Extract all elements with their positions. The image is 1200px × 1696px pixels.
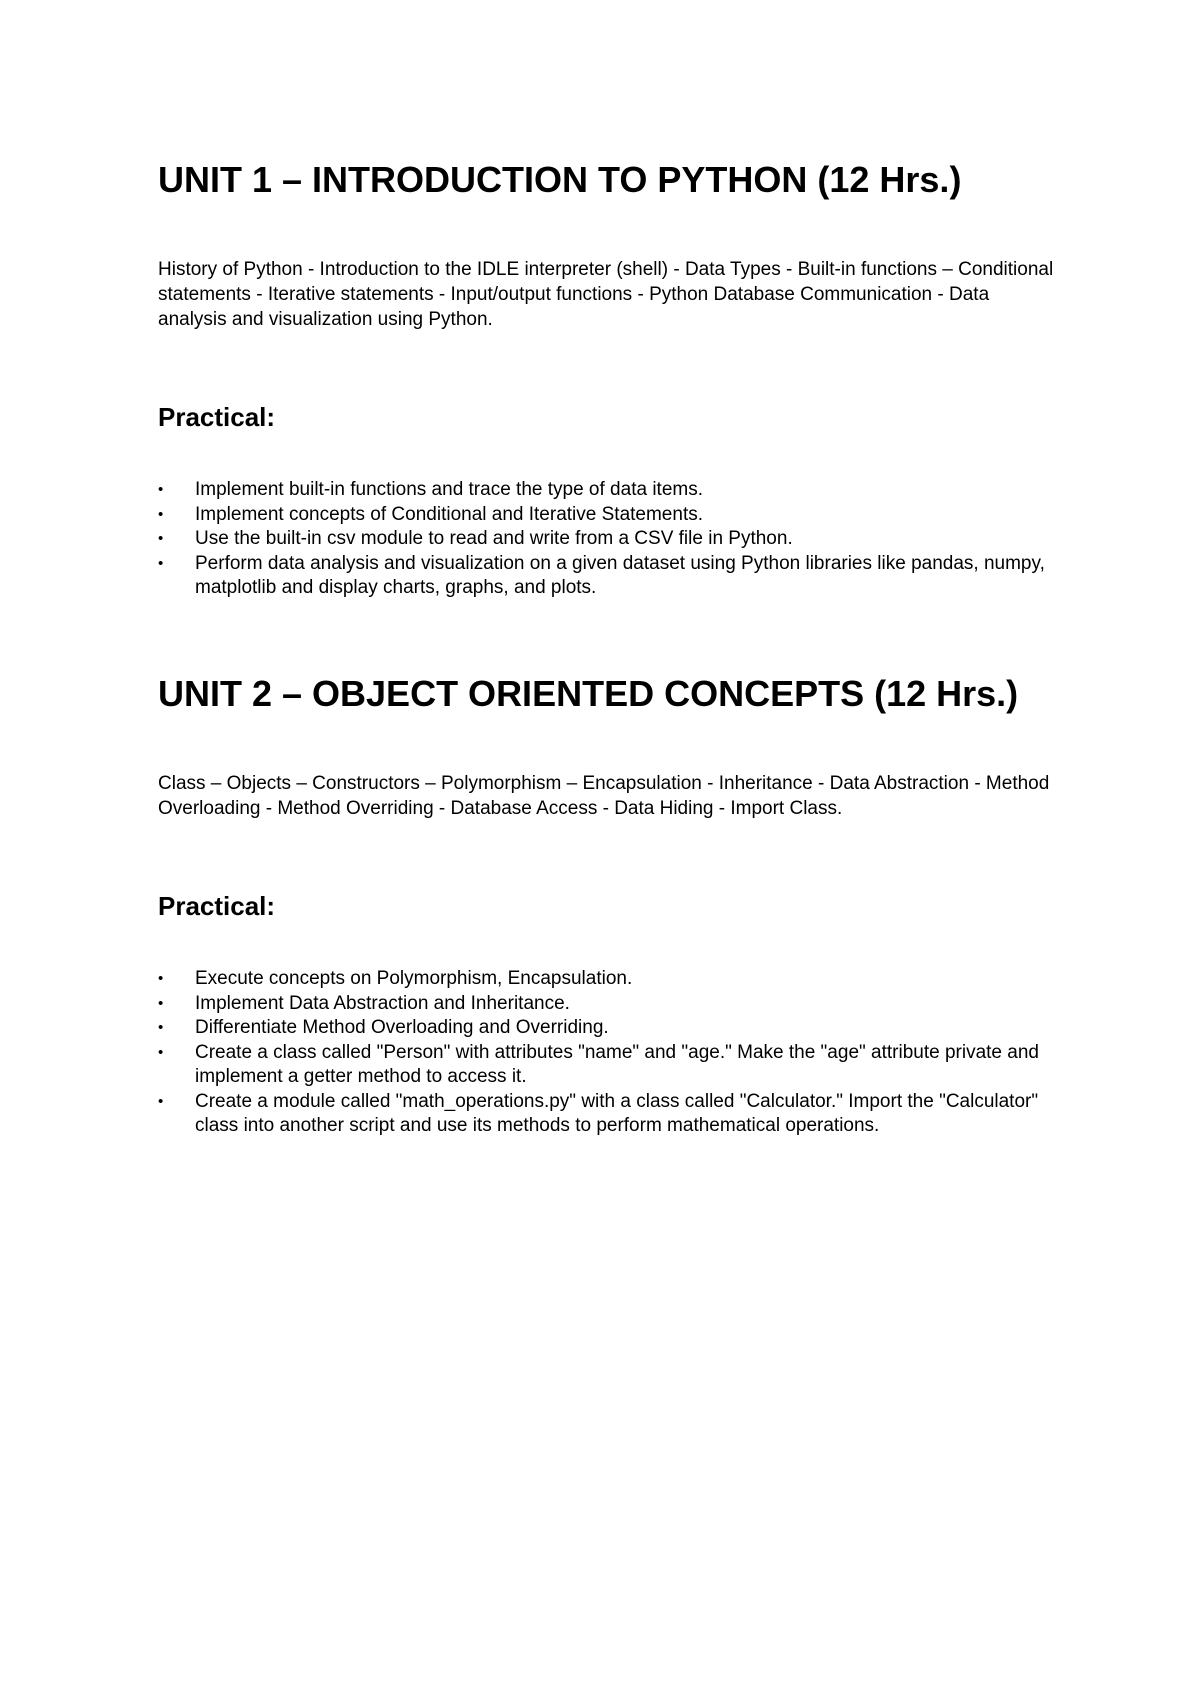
list-item-text: Create a module called "math_operations.py" with a class called "Calculator." Import the "Calculator" class into another script and use its methods to perform mathematical operations. [195, 1090, 1039, 1136]
bullet-icon: • [158, 970, 164, 987]
unit-2-practical-heading: Practical: [158, 891, 276, 921]
bullet-icon: • [158, 1019, 164, 1036]
list-item [158, 552, 1058, 601]
list-item-text: Implement concepts of Conditional and Iterative Statements. [195, 503, 703, 525]
list-item-text: Implement Data Abstraction and Inheritance. [195, 992, 570, 1014]
bullet-icon: • [158, 554, 164, 572]
list-item [158, 967, 1058, 992]
unit-1-practical-heading: Practical: [158, 402, 276, 432]
list-item [158, 992, 1058, 1017]
list-item-text: Create a class called "Person" with attributes "name" and "age." Make the "age" attribute private and implement a getter method to access it. [195, 1041, 1039, 1087]
unit-2-title: UNIT 2 – OBJECT ORIENTED CONCEPTS (12 Hrs.) [158, 673, 1019, 714]
list-item [158, 527, 1058, 552]
list-item [158, 1090, 1058, 1139]
list-item [158, 478, 1058, 503]
list-item-text: Execute concepts on Polymorphism, Encapsulation. [195, 968, 633, 989]
list-item [158, 503, 1058, 528]
bullet-icon: • [158, 481, 164, 498]
bullet-icon: • [158, 1043, 164, 1061]
list-item-text: Use the built-in csv module to read and write from a CSV file in Python. [195, 528, 793, 549]
unit-2-description: Class – Objects – Constructors – Polymorphism – Encapsulation - Inheritance - Data Abstraction - Method Overloading - Method Overriding - Database Access - Data Hiding - Import Class. [158, 773, 1050, 819]
bullet-icon: • [158, 1092, 164, 1110]
list-item [158, 1016, 1058, 1041]
bullet-icon: • [158, 994, 164, 1012]
list-item [158, 1041, 1058, 1090]
list-item-text: Perform data analysis and visualization on a given dataset using Python libraries like pandas, numpy, matplotlib and display charts, graphs, and plots. [195, 552, 1045, 598]
list-item-text: Differentiate Method Overloading and Overriding. [195, 1017, 609, 1038]
unit-2-practical-list [158, 967, 1058, 1139]
list-item-text: Implement built-in functions and trace the type of data items. [195, 479, 703, 500]
bullet-icon: • [158, 505, 164, 523]
unit-1-title: UNIT 1 – INTRODUCTION TO PYTHON (12 Hrs.) [158, 159, 962, 200]
unit-1-practical-list [158, 478, 1058, 601]
bullet-icon: • [158, 530, 164, 547]
unit-1-description: History of Python - Introduction to the IDLE interpreter (shell) - Data Types - Built-in functions – Conditional statements - Iterative statements - Input/output functions - Python Database Communication - Data analysis and visualization using Python. [158, 259, 1054, 330]
